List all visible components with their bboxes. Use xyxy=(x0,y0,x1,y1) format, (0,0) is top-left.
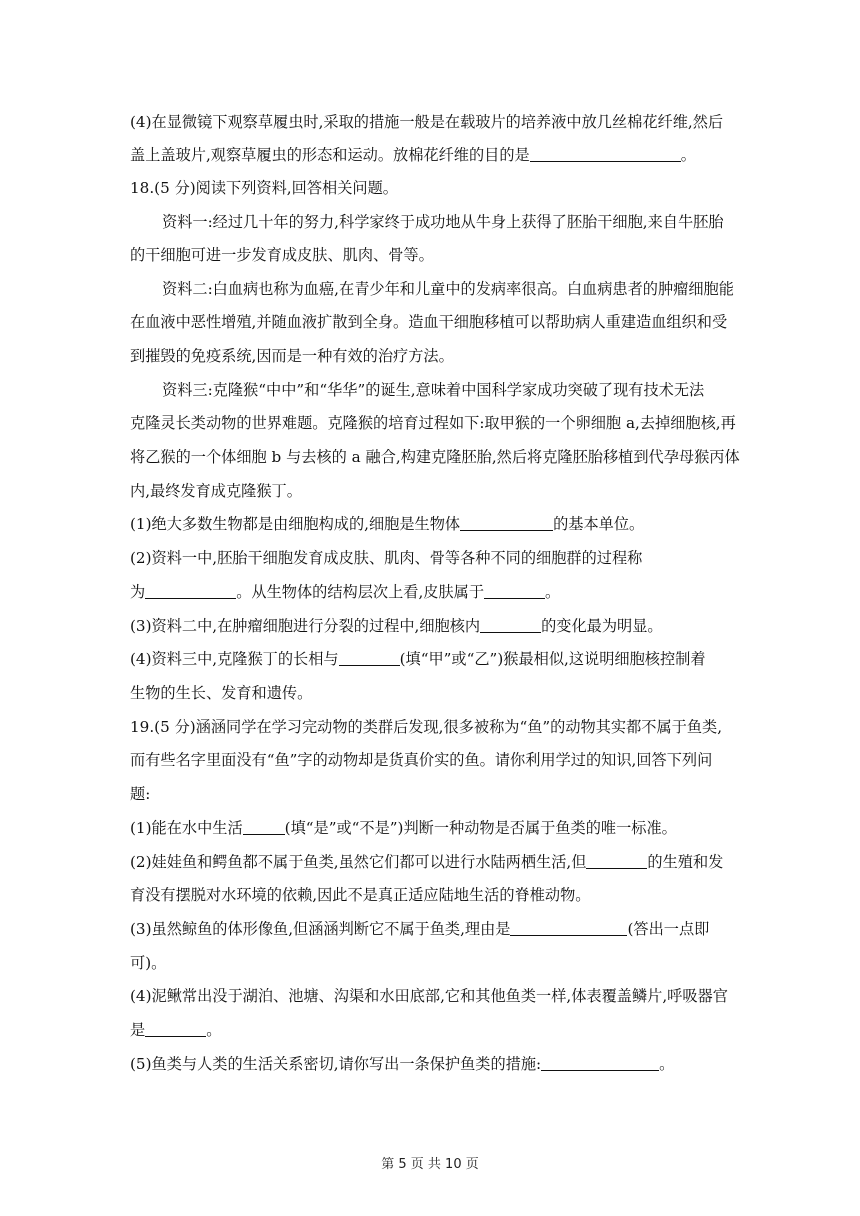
text-line: (2)娃娃鱼和鳄鱼都不属于鱼类,虽然它们都可以进行水陆两栖生活,但 的生殖和发 xyxy=(130,853,724,871)
page-number-footer: 第 5 页 共 10 页 xyxy=(381,1157,479,1172)
text-line: (3)资料二中,在肿瘤细胞进行分裂的过程中,细胞核内 的变化最为明显。 xyxy=(130,617,663,635)
text-line: 资料二:白血病也称为血癌,在青少年和儿童中的发病率很高。白血病患者的肿瘤细胞能 xyxy=(162,280,734,298)
text-line: (1)绝大多数生物都是由细胞构成的,细胞是生物体 的基本单位。 xyxy=(130,515,645,533)
text-line: 生物的生长、发育和遗传。 xyxy=(130,684,313,702)
text-line: 可)。 xyxy=(130,954,167,972)
text-line: (4)资料三中,克隆猴丁的长相与 (填“甲”或“乙”)猴最相似,这说明细胞核控制着 xyxy=(130,650,706,668)
text-line: 将乙猴的一个体细胞 b 与去核的 a 融合,构建克隆胚胎,然后将克隆胚胎移植到代孕母猴丙体 xyxy=(130,448,740,466)
question-18-heading: 18.(5 分)阅读下列资料,回答相关问题。 xyxy=(130,179,398,197)
text-line: (5)鱼类与人类的生活关系密切,请你写出一条保护鱼类的措施: 。 xyxy=(130,1055,675,1073)
text-line: 在血液中恶性增殖,并随血液扩散到全身。造血干细胞移植可以帮助病人重建造血组织和受 xyxy=(130,313,728,331)
text-line: 题: xyxy=(130,785,151,803)
text-line: (1)能在水中生活 (填“是”或“不是”)判断一种动物是否属于鱼类的唯一标准。 xyxy=(130,819,677,837)
text-line: (4)在显微镜下观察草履虫时,采取的措施一般是在载玻片的培养液中放几丝棉花纤维,然后 xyxy=(130,113,724,131)
text-line: 的干细胞可进一步发育成皮肤、肌肉、骨等。 xyxy=(130,246,434,264)
answer-blank[interactable] xyxy=(243,819,285,835)
answer-blank[interactable] xyxy=(145,1021,206,1037)
text-line: (2)资料一中,胚胎干细胞发育成皮肤、肌肉、骨等各种不同的细胞群的过程称 xyxy=(130,549,643,567)
text-line: 是 。 xyxy=(130,1021,222,1039)
text-line: (3)虽然鲸鱼的体形像鱼,但涵涵判断它不属于鱼类,理由是 (答出一点即 xyxy=(130,920,710,938)
text-line: 盖上盖玻片,观察草履虫的形态和运动。放棉花纤维的目的是 。 xyxy=(130,146,696,164)
answer-blank[interactable] xyxy=(480,617,541,633)
text-line: 资料一:经过几十年的努力,科学家终于成功地从牛身上获得了胚胎干细胞,来自牛胚胎 xyxy=(162,213,724,231)
text-line: 为 。从生物体的结构层次上看,皮肤属于 。 xyxy=(130,583,561,601)
answer-blank[interactable] xyxy=(145,583,236,599)
text-line: 内,最终发育成克隆猴丁。 xyxy=(130,482,302,500)
text-line: 到摧毁的免疫系统,因而是一种有效的治疗方法。 xyxy=(130,347,454,365)
text-line: (4)泥鳅常出没于湖泊、池塘、沟渠和水田底部,它和其他鱼类一样,体表覆盖鳞片,呼吸器官 xyxy=(130,987,728,1005)
answer-blank[interactable] xyxy=(460,515,553,531)
answer-blank[interactable] xyxy=(586,853,647,869)
answer-blank[interactable] xyxy=(541,1055,659,1071)
answer-blank[interactable] xyxy=(484,583,545,599)
text-line: 资料三:克隆猴“中中”和“华华”的诞生,意味着中国科学家成功突破了现有技术无法 xyxy=(162,381,705,399)
answer-blank[interactable] xyxy=(530,146,681,162)
question-19-heading: 19.(5 分)涵涵同学在学习完动物的类群后发现,很多被称为“鱼”的动物其实都不属于鱼类, xyxy=(130,718,723,736)
text-line: 克隆灵长类动物的世界难题。克隆猴的培育过程如下:取甲猴的一个卵细胞 a,去掉细胞核,再 xyxy=(130,414,736,432)
answer-blank[interactable] xyxy=(339,650,400,666)
answer-blank[interactable] xyxy=(510,920,627,936)
text-line: 育没有摆脱对水环境的依赖,因此不是真正适应陆地生活的脊椎动物。 xyxy=(130,886,591,904)
text-line: 而有些名字里面没有“鱼”字的动物却是货真价实的鱼。请你利用学过的知识,回答下列问 xyxy=(130,751,713,769)
